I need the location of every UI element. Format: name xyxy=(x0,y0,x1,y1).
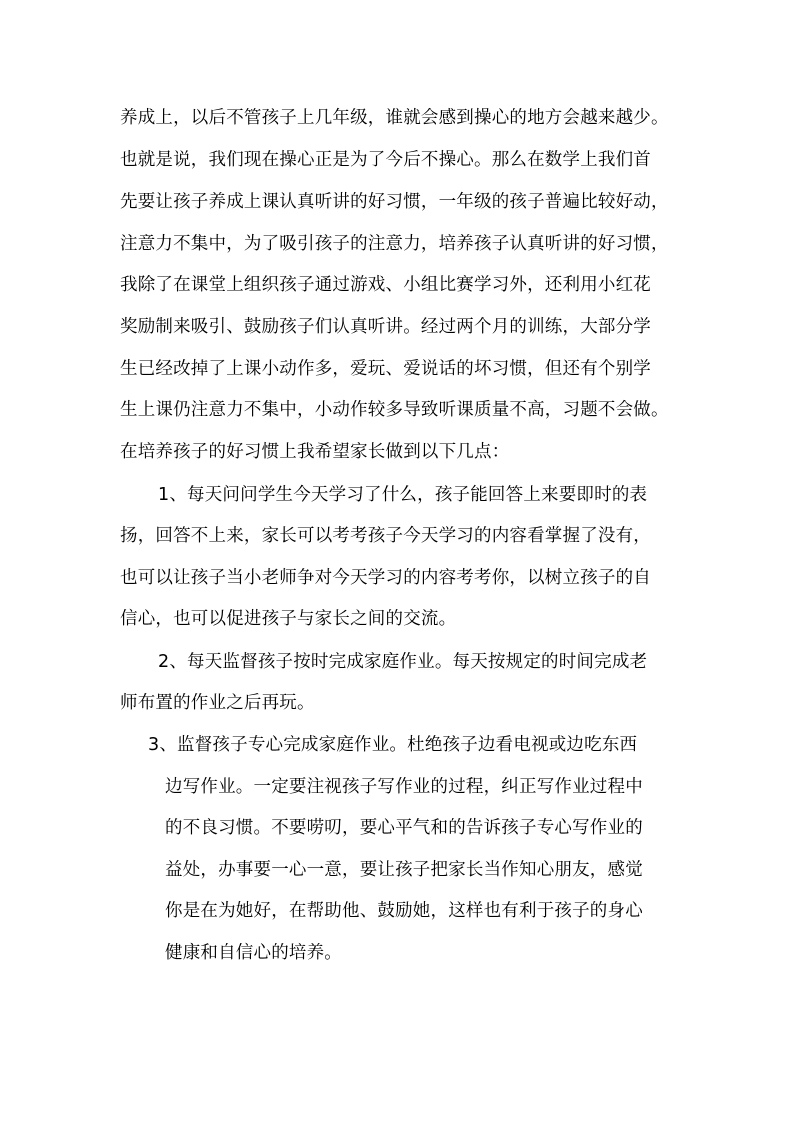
text-line: 我除了在课堂上组织孩子通过游戏、小组比赛学习外，还利用小红花 xyxy=(120,275,651,295)
text-line: 奖励制来吸引、鼓励孩子们认真听讲。经过两个月的训练，大部分学 xyxy=(120,317,651,337)
text-line: 养成上，以后不管孩子上几年级，谁就会感到操心的地方会越来越少。 xyxy=(120,108,669,128)
text-line: 注意力不集中，为了吸引孩子的注意力，培养孩子认真听讲的好习惯， xyxy=(120,234,669,254)
text-line: 也可以让孩子当小老师争对今天学习的内容考考你，以树立孩子的自 xyxy=(120,568,651,588)
text-line: 3、监督孩子专心完成家庭作业。杜绝孩子边看电视或边吃东西 xyxy=(148,735,638,755)
text-line: 扬，回答不上来，家长可以考考孩子今天学习的内容看掌握了没有， xyxy=(120,526,651,546)
text-line: 先要让孩子养成上课认真听讲的好习惯，一年级的孩子普遍比较好动， xyxy=(120,192,669,212)
text-line: 信心，也可以促进孩子与家长之间的交流。 xyxy=(120,609,457,629)
text-line: 师布置的作业之后再玩。 xyxy=(120,693,315,713)
text-line: 你是在为她好，在帮助他、鼓励她，这样也有利于孩子的身心 xyxy=(165,901,643,921)
text-line: 2、每天监督孩子按时完成家庭作业。每天按规定的时间完成老 xyxy=(158,652,648,672)
text-line: 1、每天问问学生今天学习了什么，孩子能回答上来要即时的表 xyxy=(158,485,648,505)
text-line: 生已经改掉了上课小动作多，爱玩、爱说话的坏习惯，但还有个别学 xyxy=(120,359,651,379)
text-line: 在培养孩子的好习惯上我希望家长做到以下几点： xyxy=(120,442,510,462)
text-line: 益处，办事要一心一意，要让孩子把家长当作知心朋友，感觉 xyxy=(165,860,643,880)
text-line: 边写作业。一定要注视孩子写作业的过程，纠正写作业过程中 xyxy=(165,777,643,797)
text-line: 的不良习惯。不要唠叨，要心平气和的告诉孩子专心写作业的 xyxy=(165,818,643,838)
text-line: 健康和自信心的培养。 xyxy=(165,943,342,963)
text-line: 也就是说，我们现在操心正是为了今后不操心。那么在数学上我们首 xyxy=(120,150,651,170)
text-line: 生上课仍注意力不集中，小动作较多导致听课质量不高，习题不会做。 xyxy=(120,400,669,420)
